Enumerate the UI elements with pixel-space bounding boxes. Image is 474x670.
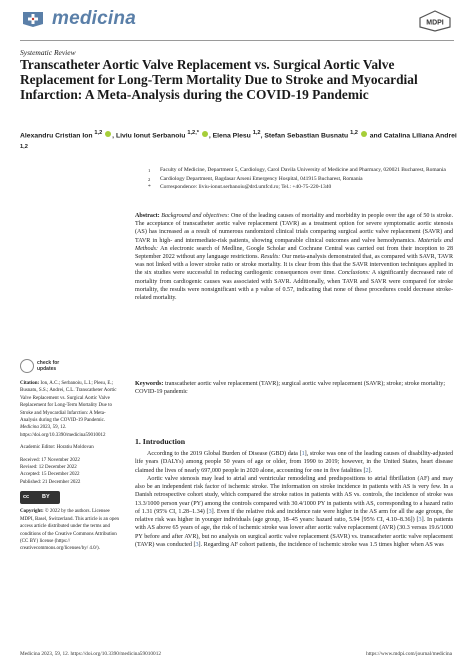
revised-date: Revised: 12 December 2022 bbox=[20, 465, 77, 471]
cc-text: cc bbox=[23, 494, 30, 501]
citation-link[interactable]: 2 bbox=[365, 467, 369, 474]
check-updates-text bbox=[37, 360, 59, 372]
citation bbox=[20, 380, 120, 439]
citation-text: Ion, A.C.; Serbanoiu, L.I.; Plesu, E.; Busnatu, S.S.; Andrei, C.L. Transcatheter Aortic Valve Replacement vs. Surgical Aortic Valve Replacement for Long-Term Mortality Due to Stroke and Myocardial Infarction: A Meta-Analysis during the COVID-19 Pandemic. bbox=[20, 381, 117, 424]
check-updates-line1: check for bbox=[37, 360, 60, 366]
text-run: ]. Regarding AF cohort patients, the incidence of ischemic stroke was 1.5 times higher when AS was bbox=[198, 541, 444, 548]
citation-link[interactable]: 1 bbox=[301, 451, 305, 457]
citation-journal: Medicina bbox=[20, 425, 39, 431]
abstract-methods-label: Materials and Methods: bbox=[135, 237, 453, 252]
footer-citation[interactable]: Medicina 2023, 59, 12. https://doi.org/10.3390/medicina59010012 bbox=[20, 651, 161, 657]
text-run: Aortic valve stenosis may lead to atrial and ventricular remodeling and predispositions to atrial fibrillation (AF) and may also be an independent risk factor of ischemic stroke. The information on stroke incidence in patients with AS is very few. In a Danish retrospective cohort study, which compared the stroke ratios in patients with AS vs. controls, the incidence of stroke was 13.3/1000 person year (PY) among the controls compared with 30.4/1000 PY in patients with AS, corresponding to a hazard ratio of 1.31 (95% CI, 1.28–1.34) [ bbox=[135, 475, 453, 515]
orcid-icon[interactable] bbox=[105, 131, 111, 137]
accepted-date: Accepted: 15 December 2022 bbox=[20, 472, 80, 478]
cc-by-license-icon[interactable] bbox=[20, 491, 60, 504]
check-for-updates-button[interactable] bbox=[20, 357, 80, 375]
author-affil-mark: 1,2 bbox=[252, 130, 261, 136]
affiliations bbox=[148, 167, 453, 193]
journal-name: medicina bbox=[52, 8, 136, 29]
citation-doi[interactable]: 2023, 59, 12. https://doi.org/10.3390/medicina59010012 bbox=[20, 425, 106, 438]
affiliation-mark: 1 bbox=[148, 168, 151, 173]
by-text: BY bbox=[42, 494, 50, 501]
received-date: Received: 17 November 2022 bbox=[20, 457, 80, 463]
affiliation-item bbox=[148, 167, 453, 175]
abstract-label: Abstract: bbox=[135, 213, 160, 219]
introduction-body bbox=[135, 450, 453, 549]
article-info-sidebar bbox=[20, 380, 120, 558]
footer-journal-link[interactable]: https://www.mdpi.com/journal/medicina bbox=[366, 651, 452, 657]
correspondence bbox=[148, 184, 453, 192]
correspondence-text[interactable]: Correspondence: liviu-ionut.serbanoiu@drd.umfcd.ro; Tel.: +40-75-220-1340 bbox=[160, 184, 332, 191]
author-name[interactable]: Elena Plesu bbox=[212, 132, 251, 140]
keywords-label: Keywords: bbox=[135, 381, 164, 387]
author-affil-mark: 1,2 bbox=[350, 130, 358, 136]
section-heading-introduction: 1. Introduction bbox=[135, 437, 186, 446]
abstract-background-label: Background and objectives: bbox=[161, 213, 230, 219]
orcid-icon[interactable] bbox=[361, 131, 367, 137]
author-list: Alexandru Cristian Ion $^{1,2}$ , Liviu Ionut Serbanoiu $^{1,2,*}$ , Elena Plesu $^{1,2}$, Stefan Sebastian Busnatu $^{1,2}$ and Catalina Liliana Andrei $^{1,2}$ bbox=[20, 130, 457, 150]
text-run: ]. Even if the relative risk and incidence rate were higher in the AS arm for all the age groups, the relative risk was higher in younger individuals (age group, 18–45 years: hazard ratio, 5.94 [95% CI, 4.10–8.36]) [ bbox=[135, 508, 453, 523]
abstract-results-text: Our meta-analysis demonstrated that, as compared with SAVR, TAVR was not linked with a lower stroke ratio or stroke mortality. It is clear from this that the SAVR intervention techniques applied in the six studies were successful in reducing cardiogenic consequences over time. bbox=[135, 254, 454, 277]
abstract-background-text: One of the leading causes of mortality and morbidity in people over the age of 50 is stroke. The acceptance of transcatheter aortic valve replacement (TAVR) as a treatment option for severe symptomatic aortic stenosis (AS) has increased as a result of numerous randomized clinical trials comparing surgical aortic valve replacement (SAVR) and TAVR in high- and intermediate-risk patients, showing comparable clinical outcomes and valve hemodynamics. bbox=[135, 213, 453, 244]
text-run: ]. In patients with AS above 65 years of age, the risk of ischemic stroke was lower after aortic valve replacement (AVR) (30.3 versus 19.6/1000 PY before and after AVR), but no analysis on surgical aortic valve replacement (SAVR) vs. transcatheter aortic valve replacement (TAVR) was conducted [ bbox=[135, 517, 453, 548]
author-affil-mark: 1,2,* bbox=[187, 130, 199, 136]
copyright bbox=[20, 508, 120, 552]
mdpi-logo-icon bbox=[418, 10, 452, 32]
check-updates-line2: updates bbox=[37, 366, 57, 372]
abstract-methods-text: An electronic search of Medline, Google Scholar and Cochrane Central was carried out from their inception to 28 September 2022 without any language restrictions. bbox=[135, 245, 454, 261]
copyright-label: Copyright: bbox=[20, 509, 44, 515]
orcid-icon[interactable] bbox=[202, 131, 208, 137]
author-name[interactable]: Alexandru Cristian Ion bbox=[20, 132, 93, 140]
citation-label: Citation: bbox=[20, 381, 40, 386]
author-name[interactable]: Liviu Ionut Serbanoiu bbox=[115, 132, 186, 140]
author-affil-mark: 1,2 bbox=[20, 143, 28, 150]
keywords-text: transcatheter aortic valve replacement (TAVR); surgical aortic valve replacement (SAVR); stroke; stroke mortality; COVID-19 pandemic bbox=[135, 381, 446, 396]
abstract-conclusions-text: A significantly decreased rate of mortality from cardiogenic causes was associated with SAVR. Additionally, when TAVR and SAVR were compared for stroke mortality, the results were nonsignificant with a p value of 0.57, indicating that none of these procedures could decrease stroke-related mortality. bbox=[135, 270, 453, 302]
academic-editor: Academic Editor: Horatiu Moldovan bbox=[20, 445, 94, 451]
copyright-text: © 2022 by the authors. Licensee MDPI, Basel, Switzerland. This article is an open access article distributed under the terms and conditions of the Creative Commons Attribution (CC BY) license (https:// creativecommons.org/licenses/by/ 4.0/). bbox=[20, 509, 120, 552]
citation-link[interactable]: 3 bbox=[195, 541, 199, 548]
text-run: According to the 2019 Global Burden of Disease (GBD) data [ bbox=[147, 451, 302, 457]
citation-link[interactable]: 3 bbox=[418, 517, 422, 523]
affiliation-text: Faculty of Medicine, Department 5, Cardiology, Carol Davila University of Medicine and Pharmacy, 020021 Bucharest, Romania bbox=[160, 167, 446, 173]
article-title: Transcatheter Aortic Valve Replacement vs. Surgical Aortic Valve Replacement for Long-Term Mortality Due to Stroke and Myocardial Infarction: A Meta-Analysis during the COVID-19 Pandemic bbox=[20, 57, 418, 103]
medicina-logo-icon bbox=[20, 8, 46, 28]
text-run: ], stroke was one of the leading causes of disability-adjusted life years (DALYs) among people 50 years of age or older, from 1990 to 2019; however, in the United States, heart disease claimed the lives of nearly 697,000 people in 2020 alone, accounting for one in five fatalities [ bbox=[135, 451, 454, 474]
article-type: Systematic Review bbox=[20, 48, 76, 57]
affiliation-text: Cardiology Department, Bagdasar Arseni Emergency Hospital, 041915 Bucharest, Romania bbox=[160, 175, 363, 182]
correspondence-mark: * bbox=[148, 184, 151, 191]
header-divider bbox=[20, 40, 454, 41]
paragraph bbox=[135, 450, 453, 475]
abstract bbox=[135, 212, 453, 302]
affiliation-item bbox=[148, 176, 453, 184]
author-name[interactable]: Catalina Liliana Andrei bbox=[383, 132, 457, 140]
author-affil-mark: 1,2 bbox=[94, 130, 103, 136]
keywords bbox=[135, 380, 453, 396]
text-run: ]. bbox=[368, 467, 373, 474]
citation-link[interactable]: 3 bbox=[208, 508, 212, 515]
affiliation-mark: 2 bbox=[148, 176, 151, 182]
abstract-results-label: Results: bbox=[260, 254, 281, 261]
paragraph bbox=[135, 475, 453, 549]
check-updates-icon bbox=[20, 359, 34, 373]
author-name[interactable]: Stefan Sebastian Busnatu bbox=[264, 132, 349, 140]
publisher-name: MDPI bbox=[426, 19, 444, 27]
published-date: Published: 21 December 2022 bbox=[20, 479, 81, 485]
abstract-conclusions-label: Conclusions: bbox=[337, 270, 370, 277]
author-conjunction: and bbox=[369, 132, 382, 140]
